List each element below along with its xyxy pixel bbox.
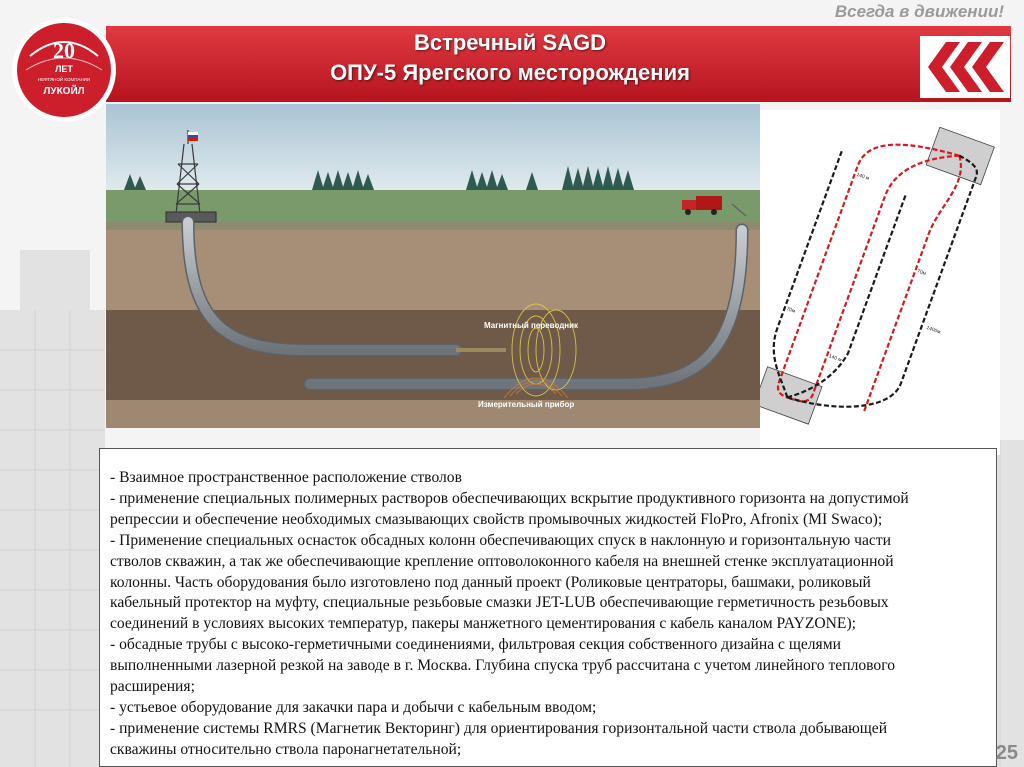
dim-label-4: 70м (785, 305, 797, 315)
text-line: - устьевое оборудование для закачки пара и добычи с кабельным вводом; (110, 698, 597, 716)
lukoil-20-logo (10, 16, 118, 124)
text-line: соединений в условиях высоких температур, пакеры манжетного цементирования с кабель каналом PAYZONE); (110, 615, 856, 633)
chevrons-icon (920, 36, 1010, 98)
description-textbox (99, 448, 997, 767)
text-line: колонны. Часть оборудования было изготовлено под данный проект (Роликовые центраторы, башмаки, роликовый (110, 573, 871, 591)
sagd-scene (106, 104, 760, 428)
logo-years: ЛЕТ (55, 64, 73, 74)
dim-label-5: 140 м (827, 353, 843, 364)
text-line: стволов скважин, а так же обеспечивающие крепление оптоволоконного кабеля на внешней стенке эксплуатационной (110, 552, 894, 570)
text-line: расширения; (110, 678, 195, 696)
title-line-2: ОПУ-5 Ярегского месторождения (330, 60, 690, 85)
title-line-1: Встречный SAGD (413, 30, 607, 55)
instrument-label: Измерительный прибор (478, 400, 575, 409)
dim-label-2: 70м (916, 268, 927, 278)
text-line: - Применение специальных оснасток обсадных колонн обеспечивающих спуск в наклонную и горизонтальную части (110, 531, 892, 549)
logo-number: 20 (53, 38, 75, 63)
page-title (230, 28, 790, 88)
logo-name: ЛУКОЙЛ (43, 86, 85, 97)
text-line: - применение специальных полимерных растворов обеспечивающих вскрытие продуктивного горизонта на допустимой (110, 489, 909, 507)
text-line: выполненными лазерной резкой на заводе в г. Москва. Глубина спуска труб рассчитана с учетом линейного теплового (110, 657, 895, 675)
logo-small-text: НЕФТЯНОЙ КОМПАНИИ (37, 77, 91, 82)
text-line: скважины относительно ствола паронагнетательной; (110, 740, 462, 758)
text-line: кабельный протектор на муфту, специальные резьбовые смазки JET-LUB обеспечивающие герметичность резьбовых (110, 594, 889, 612)
magnet-label: Магнитный переводник (484, 321, 579, 330)
page-number: 25 (995, 742, 1018, 764)
slogan: Всегда в движении! (834, 2, 1004, 21)
well-layout-plan (760, 110, 1000, 455)
text-line: - применение системы RMRS (Магнетик Векторинг) для ориентирования горизонтальной части ствола добывающей (110, 719, 888, 737)
dim-label-3: 1400м (925, 324, 942, 336)
text-line: - обсадные трубы с высоко-герметичными соединениями, фильтровая секция собственного дизайна с щелями (110, 636, 841, 654)
text-line: репрессии и обеспечение необходимых смазывающих свойств промывочных жидкостей FloPro, Afronix (MI Swaco); (110, 510, 883, 528)
text-line: - Взаимное пространственное расположение стволов (110, 469, 462, 486)
dim-label-1: 140 м (855, 171, 871, 182)
